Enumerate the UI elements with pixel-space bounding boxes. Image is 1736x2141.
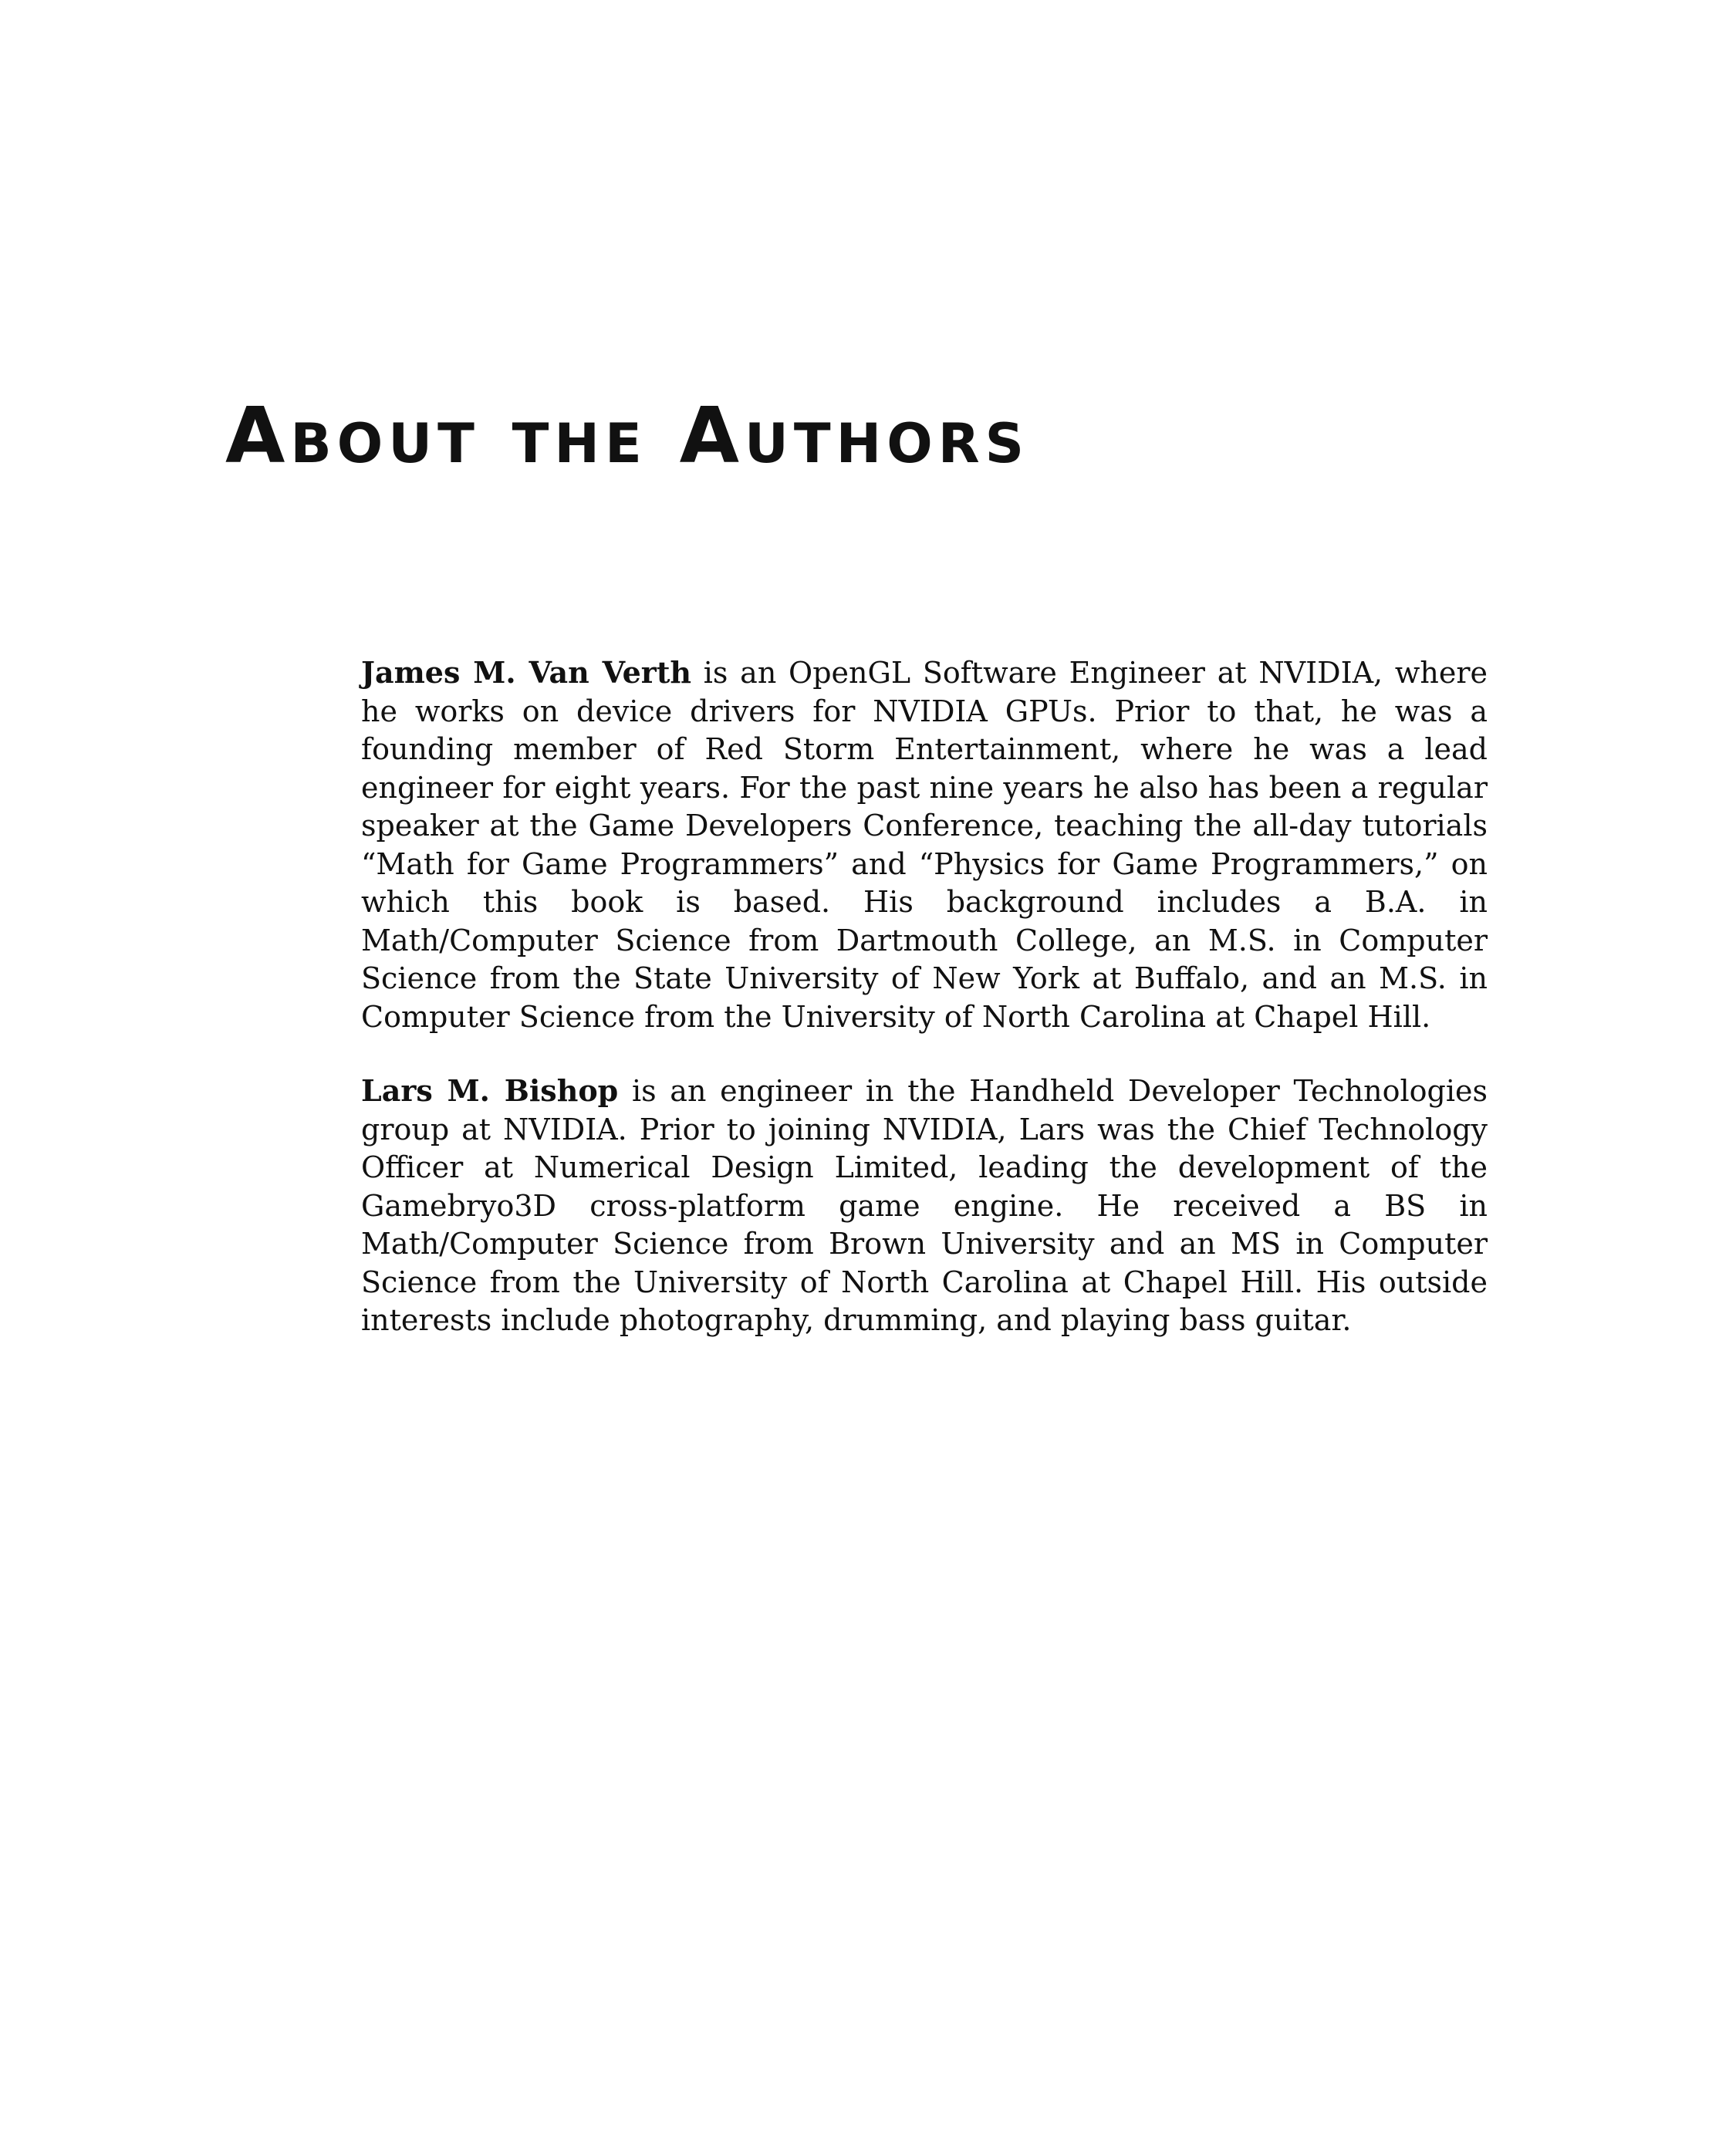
author-name: Lars M. Bishop: [361, 1073, 619, 1108]
author-bio-text: is an engineer in the Handheld Developer Technologies group at NVIDIA. Prior to joining NVIDIA, Lars was the Chief Technology Officer at Numerical Design Limited, leading the development of the Gamebryo3D cross-platform game engine. He received a BS in Math/Computer Science from Brown University and an MS in Computer Science from the University of North Carolina at Chapel Hill. His outside interests include photography, drumming, and playing bass guitar.: [361, 1074, 1488, 1337]
author-bio-text: is an OpenGL Software Engineer at NVIDIA, where he works on device drivers for NVIDIA GPUs. Prior to that, he was a founding member of Red Storm Entertainment, where he was a lead engineer for eight years. For the past nine years he also has been a regular speaker at the Game Developers Conference, teaching the all-day tutorials “Math for Game Programmers” and “Physics for Game Programmers,” on which this book is based. His background includes a B.A. in Math/Computer Science from Dartmouth College, an M.S. in Computer Science from the State University of New York at Buffalo, and an M.S. in Computer Science from the University of North Carolina at Chapel Hill.: [361, 656, 1488, 1034]
author-bios: [361, 653, 1488, 1340]
author-bio-bishop: [361, 1072, 1488, 1340]
author-bio-van-verth: [361, 653, 1488, 1036]
author-name: James M. Van Verth: [361, 655, 691, 690]
page-title: About the Authors: [225, 390, 1030, 481]
